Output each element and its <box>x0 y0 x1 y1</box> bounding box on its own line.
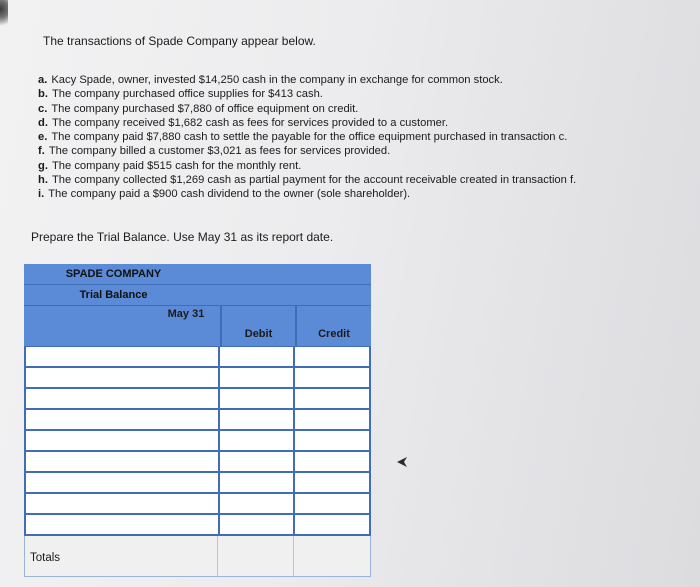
item-text: The company purchased office supplies for $413 cash. <box>51 88 323 101</box>
credit-label: Credit <box>318 328 350 340</box>
debit-input[interactable] <box>220 368 295 387</box>
credit-input[interactable] <box>295 515 369 534</box>
account-input[interactable] <box>26 494 220 513</box>
debit-input[interactable] <box>220 410 295 429</box>
item-text: The company collected $1,269 cash as partial payment for the account receivable created in transaction f. <box>51 174 577 187</box>
instruction-text: Prepare the Trial Balance. Use May 31 as its report date. <box>31 230 334 244</box>
table-row <box>26 347 369 368</box>
debit-input[interactable] <box>220 431 295 450</box>
totals-label: Totals <box>30 552 61 564</box>
account-input[interactable] <box>26 347 220 366</box>
account-input[interactable] <box>26 368 220 387</box>
list-item <box>38 130 576 144</box>
account-input[interactable] <box>26 389 220 408</box>
account-column-header <box>24 306 222 346</box>
transaction-list <box>38 73 576 202</box>
debit-input[interactable] <box>220 473 295 492</box>
credit-input[interactable] <box>295 389 369 408</box>
item-text: Kacy Spade, owner, invested $14,250 cash in the company in exchange for common stock. <box>51 74 503 86</box>
credit-input[interactable] <box>295 410 369 429</box>
item-letter: b. <box>38 88 48 101</box>
debit-input[interactable] <box>220 515 295 534</box>
entry-grid <box>24 347 371 536</box>
item-letter: c. <box>38 102 48 115</box>
account-input[interactable] <box>26 515 220 534</box>
table-header <box>24 264 371 306</box>
table-row <box>26 494 369 515</box>
list-item <box>38 102 576 116</box>
intro-text: The transactions of Spade Company appear below. <box>43 34 316 48</box>
debit-total-input[interactable] <box>217 536 293 576</box>
list-item <box>38 173 576 187</box>
list-item <box>38 73 576 87</box>
table-row <box>26 410 369 431</box>
credit-column-header <box>297 306 371 346</box>
credit-total-input[interactable] <box>293 536 370 576</box>
table-row <box>26 473 369 494</box>
item-letter: h. <box>38 174 48 187</box>
credit-input[interactable] <box>295 347 369 366</box>
account-input[interactable] <box>26 410 220 429</box>
item-text: The company purchased $7,880 of office equipment on credit. <box>51 102 359 115</box>
debit-input[interactable] <box>220 494 295 513</box>
item-letter: a. <box>38 74 48 86</box>
table-row <box>26 368 369 389</box>
account-input[interactable] <box>26 452 220 471</box>
item-letter: f. <box>38 145 45 158</box>
table-row <box>26 515 369 536</box>
mouse-cursor-icon <box>395 455 409 469</box>
report-title: Trial Balance <box>79 289 148 301</box>
item-letter: d. <box>38 116 48 129</box>
credit-input[interactable] <box>295 494 369 513</box>
item-letter: g. <box>38 159 48 172</box>
item-letter: e. <box>38 131 48 144</box>
report-date: May 31 <box>167 308 205 320</box>
list-item <box>38 187 576 201</box>
credit-input[interactable] <box>295 452 369 471</box>
credit-input[interactable] <box>295 368 369 387</box>
item-text: The company paid $7,880 cash to settle the payable for the office equipment purchased in transaction c. <box>51 131 568 144</box>
debit-input[interactable] <box>220 347 295 366</box>
list-item <box>38 87 576 101</box>
totals-row <box>24 536 371 577</box>
debit-input[interactable] <box>220 452 295 471</box>
table-row <box>26 452 369 473</box>
list-item <box>38 159 576 173</box>
photo-edge-shadow <box>0 0 8 30</box>
table-row <box>26 389 369 410</box>
account-input[interactable] <box>26 473 220 492</box>
column-header-row <box>24 306 371 347</box>
debit-input[interactable] <box>220 389 295 408</box>
credit-input[interactable] <box>295 473 369 492</box>
item-letter: i. <box>38 188 45 201</box>
debit-label: Debit <box>244 328 273 340</box>
item-text: The company paid a $900 cash dividend to the owner (sole shareholder). <box>48 188 411 201</box>
list-item <box>38 116 576 130</box>
trial-balance-table <box>24 264 371 577</box>
company-name: SPADE COMPANY <box>65 268 162 280</box>
item-text: The company received $1,682 cash as fees for services provided to a customer. <box>51 116 449 129</box>
item-text: The company billed a customer $3,021 as fees for services provided. <box>48 145 391 158</box>
list-item <box>38 144 576 158</box>
table-row <box>26 431 369 452</box>
item-text: The company paid $515 cash for the monthly rent. <box>51 159 302 172</box>
account-input[interactable] <box>26 431 220 450</box>
debit-column-header <box>222 306 297 346</box>
credit-input[interactable] <box>295 431 369 450</box>
